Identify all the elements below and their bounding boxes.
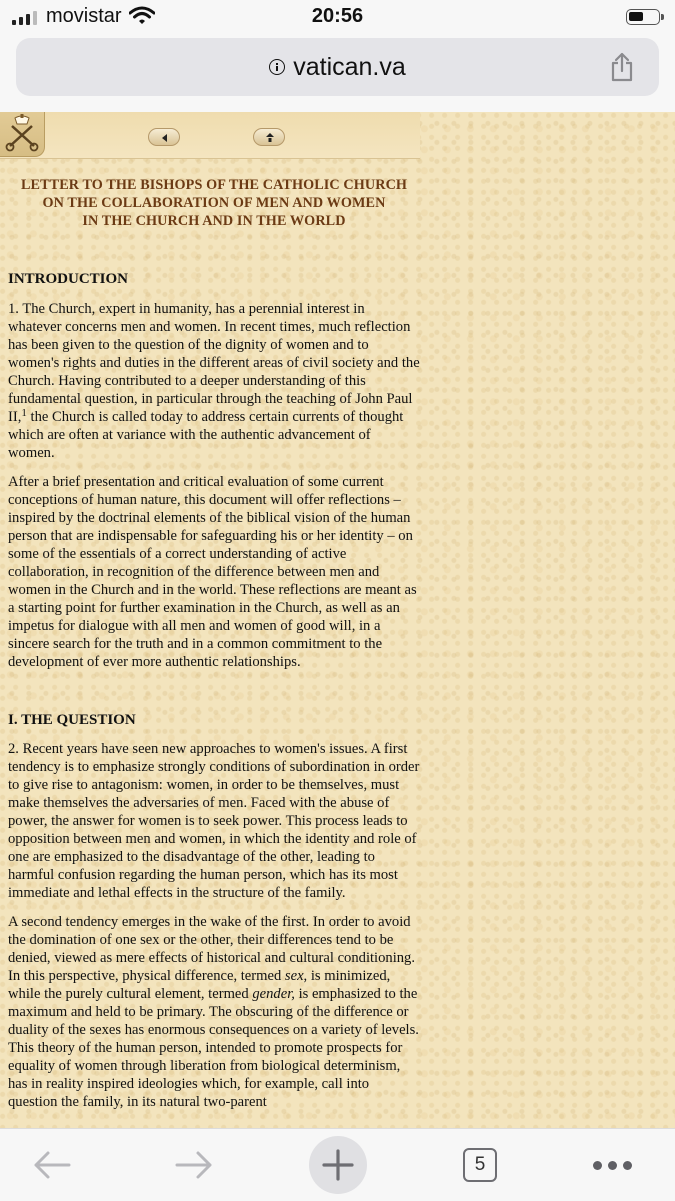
paragraph-4-text-c: is emphasized to the maximum and held to be primary. The obscuring of the difference or duality of the sexes has enormous consequences on a variety of levels. This theory of the human person, intended to promote prospects for equality of women through liberation from biological determinism, has in reality inspired ideologies which, for example, call into question the family, in its natural two-parent [8, 986, 419, 1110]
carrier-name: movistar [46, 5, 122, 27]
paragraph-2: After a brief presentation and critical evaluation of some current conceptions of human nature, this document will offer reflections – inspired by the doctrinal elements of the biblical vision of the human person that are indispensable for safeguarding his or her identity – on some of the essentials of a correct understanding of active collaboration, in recognition of the difference between men and women in the Church and in the world. These reflections are meant as a starting point for further examination in the Church, as well as an impetus for dialogue with all men and women of good will, in a sincere search for the truth and in a common commitment to the development of ever more authentic relationships. [8, 474, 417, 670]
term-gender: gender, [252, 986, 295, 1002]
previous-page-button[interactable] [148, 128, 180, 146]
document-title-line-1: LETTER TO THE BISHOPS OF THE CATHOLIC CHURCH [20, 177, 408, 193]
address-bar[interactable] [16, 38, 659, 96]
papal-keys-logo-icon[interactable] [0, 112, 45, 157]
info-icon[interactable] [269, 59, 285, 75]
paragraph-1 [8, 300, 420, 462]
paragraph-4 [8, 913, 420, 1111]
previous-arrow-icon [149, 129, 181, 147]
document-body [8, 176, 420, 1111]
plus-icon [321, 1148, 355, 1182]
site-nav-strip [0, 112, 420, 159]
forward-arrow-icon [174, 1150, 214, 1180]
new-tab-button[interactable] [306, 1129, 370, 1201]
question-heading: I. THE QUESTION [8, 712, 136, 728]
paragraph-4-text-a: A second tendency emerges in the wake of the first. In order to avoid the domination of one sex or the other, their differences tend to be denied, viewed as mere effects of historical and cultural conditioning. In this perspective, physical difference, termed [8, 914, 416, 984]
footnote-link-1[interactable]: 1 [21, 407, 27, 419]
share-icon[interactable] [609, 52, 635, 82]
back-button[interactable] [20, 1129, 84, 1201]
top-of-page-button[interactable] [253, 128, 285, 146]
paragraph-4-text-b: , is minimized, while the purely cultural element, termed [8, 968, 391, 1002]
more-dots-icon [593, 1161, 632, 1170]
url-text[interactable]: vatican.va [293, 52, 406, 81]
term-sex: sex [284, 968, 304, 984]
introduction-heading: INTRODUCTION [8, 271, 129, 287]
clock: 20:56 [311, 5, 364, 27]
back-arrow-icon [32, 1150, 72, 1180]
up-arrow-icon [254, 129, 286, 147]
battery-icon [626, 9, 660, 25]
tabs-button[interactable] [448, 1129, 512, 1201]
tab-count: 5 [463, 1148, 497, 1182]
paragraph-1-text-a: 1. The Church, expert in humanity, has a perennial interest in whatever concerns men and women. In recent times, much reflection has been given to the question of the dignity of women and to women's rights and duties in the different areas of civil society and the Church. Having contributed to a deeper understanding of this fundamental question, in particular through the teaching of John Paul II, [8, 301, 420, 425]
web-page [0, 112, 675, 1128]
document-title-line-2: ON THE COLLABORATION OF MEN AND WOMEN [42, 195, 386, 211]
browser-toolbar [0, 1128, 675, 1201]
document-title-line-3: IN THE CHURCH AND IN THE WORLD [82, 213, 346, 229]
paragraph-1-text-b: the Church is called today to address certain currents of thought which are often at variance with the authentic advancement of women. [8, 409, 404, 461]
paragraph-3: 2. Recent years have seen new approaches to women's issues. A first tendency is to emphasize strongly conditions of subordination in order to give rise to antagonism: women, in order to be themselves, must make themselves the adversaries of men. Faced with the abuse of power, the answer for women is to seek power. This process leads to opposition between men and women, in which the identity and role of one are emphasized to the disadvantage of the other, leading to harmful confusion regarding the human person, which has its most immediate and lethal effects in the structure of the family. [8, 741, 420, 901]
forward-button[interactable] [162, 1129, 226, 1201]
status-bar [0, 0, 675, 34]
document-title [8, 176, 420, 230]
more-menu-button[interactable] [580, 1129, 644, 1201]
